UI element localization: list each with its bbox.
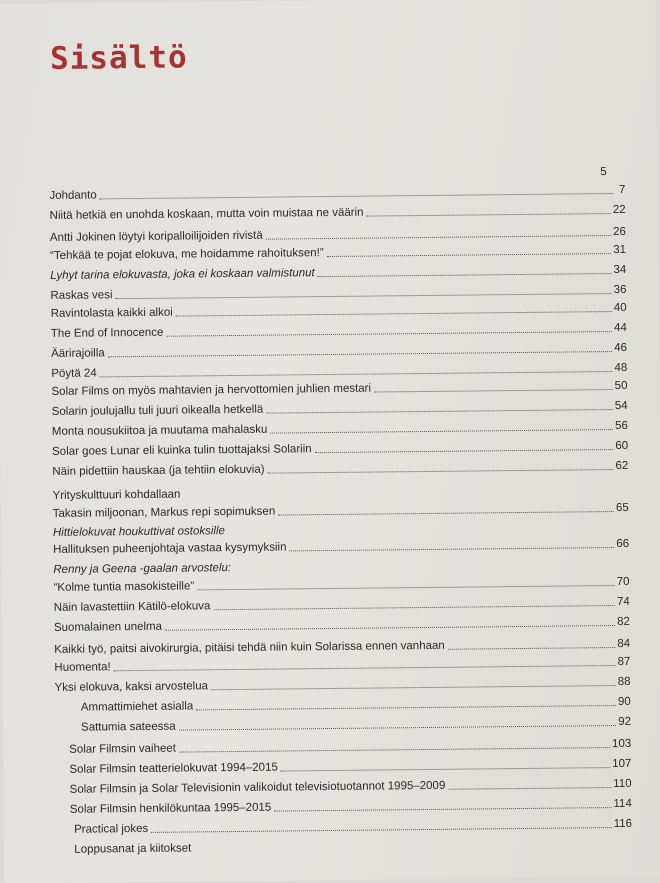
toc-entry-page: 54	[615, 400, 628, 413]
toc-entry-page: 46	[614, 342, 627, 355]
toc-entry-page: 22	[613, 204, 626, 217]
dot-leader	[211, 685, 616, 690]
toc-entry	[50, 261, 626, 283]
toc-entry-title: Niitä hetkiä en unohda koskaan, mutta voin muistaa ne väärin	[50, 207, 364, 223]
toc-entry	[54, 673, 630, 695]
toc-entry-page: 34	[613, 264, 626, 277]
toc-entry-page: 90	[618, 696, 631, 709]
toc-entry-page: 66	[616, 538, 629, 551]
toc-entry-page: 84	[617, 638, 630, 651]
dot-leader	[367, 213, 611, 217]
toc-entry-title: Solar goes Lunar eli kuinka tulin tuottajaksi Solariin	[52, 443, 312, 459]
toc-entry	[74, 835, 632, 857]
toc-entry	[49, 181, 625, 203]
toc-entry-title: Lyhyt tarina elokuvasta, joka ei koskaan valmistunut	[50, 267, 315, 283]
dot-leader	[197, 585, 615, 590]
toc-entry	[51, 319, 627, 341]
toc-entry	[70, 795, 632, 817]
dot-leader	[108, 351, 612, 357]
toc-entry-page: 70	[617, 576, 630, 589]
toc-entry-page: 36	[614, 284, 627, 297]
toc-entry	[53, 499, 629, 521]
toc-entry-page: 56	[615, 420, 628, 433]
toc-entry-page: 31	[613, 244, 626, 257]
dot-leader	[114, 665, 616, 671]
toc-entry-title: Ammattimiehet asialla	[81, 700, 194, 714]
toc-entry-page: 107	[612, 758, 631, 771]
dot-leader	[116, 293, 612, 299]
dot-leader	[179, 725, 617, 731]
toc-entry	[54, 653, 630, 675]
toc-entry-title: Näin lavastettiin Kätilö-elokuva	[54, 600, 211, 615]
toc-entry-page: 60	[615, 440, 628, 453]
toc-entry	[81, 713, 631, 735]
dot-leader	[100, 371, 613, 377]
toc-entry-page: 116	[614, 818, 632, 831]
toc-entry-page: 44	[614, 322, 627, 335]
dot-leader	[268, 469, 614, 474]
toc-entry-title: Solar Filmsin teatterielokuvat 1994–2015	[69, 762, 278, 777]
toc-entry	[53, 573, 629, 595]
toc-entry-title: Monta nousukiitoa ja muutama mahalasku	[52, 424, 268, 439]
dot-leader	[448, 787, 611, 790]
dot-leader	[266, 409, 613, 414]
toc-entry-title: Loppusanat ja kiitokset	[74, 842, 191, 856]
toc-entry-title: Renny ja Geena -gaalan arvostelu:	[53, 562, 231, 577]
toc-entry	[51, 339, 627, 361]
toc-entry-title: Takasin miljoonan, Markus repi sopimuksen	[53, 506, 276, 521]
toc-entry	[54, 613, 630, 635]
dot-leader	[196, 705, 616, 710]
toc-entry-title: Solar Filmsin ja Solar Televisionin valikoidut televisiotuotannot 1995–2009	[70, 780, 446, 797]
toc-entry	[52, 397, 628, 419]
toc-entry-page: 82	[617, 616, 630, 629]
toc-entry-page: 74	[617, 596, 630, 609]
toc-entry-title: Kaikki työ, paitsi aivokirurgia, pitäisi tehdä niin kuin Solarissa ennen vanhaan	[54, 640, 445, 657]
dot-leader	[327, 253, 612, 257]
toc-entry-title: Johdanto	[49, 189, 96, 202]
toc-entry	[50, 201, 626, 223]
toc-entry-page: 50	[615, 380, 628, 393]
toc-entry-title: Ravintolasta kaikki alkoi	[51, 307, 173, 321]
toc-entry-title: Suomalainen unelma	[54, 621, 162, 635]
toc-entry	[70, 775, 632, 797]
dot-leader	[448, 647, 616, 650]
toc-entry-page: 26	[613, 226, 626, 239]
toc-entry	[50, 241, 626, 263]
dot-leader	[278, 511, 614, 516]
toc-entry-page: 103	[612, 738, 631, 751]
toc-entry	[52, 457, 628, 479]
page-title: Sisältö	[50, 39, 188, 76]
toc-entry-page: 114	[613, 798, 631, 811]
dot-leader	[315, 449, 614, 453]
toc-entry-title: Äärirajoilla	[51, 347, 105, 361]
toc-entry-page: 40	[614, 302, 627, 315]
dot-leader	[281, 767, 610, 771]
toc-entry	[81, 693, 631, 715]
toc-entry-page: 110	[613, 778, 631, 791]
toc-entry-title: Sattumia sateessa	[81, 721, 176, 735]
toc-entry-page: 92	[618, 716, 631, 729]
toc-entry-title: Practical jokes	[74, 823, 148, 837]
toc-entry	[54, 593, 630, 615]
dot-leader	[213, 605, 615, 610]
dot-leader	[100, 193, 614, 199]
toc-entry-title: Yrityskulttuuri kohdallaan	[53, 489, 181, 503]
toc-entry-page: 62	[615, 460, 628, 473]
toc-entry	[51, 377, 627, 399]
toc-entry-page: 65	[616, 502, 629, 515]
dot-leader	[166, 331, 612, 337]
dot-leader	[151, 827, 612, 833]
dot-leader	[179, 747, 610, 753]
preface-page-number: 5	[600, 166, 607, 178]
toc-entry	[52, 437, 628, 459]
toc-entry-title: Solar Filmsin vaiheet	[69, 743, 176, 757]
dot-leader	[165, 625, 615, 631]
dot-leader	[374, 389, 613, 392]
toc-entry-page: 88	[618, 676, 631, 689]
toc-entry-title: Solar Filmsin henkilökuntaa 1995–2015	[70, 802, 272, 817]
dot-leader	[266, 235, 611, 240]
toc-entry	[69, 755, 631, 777]
toc-entry-title: Hittielokuvat houkuttivat ostoksille	[53, 525, 225, 540]
toc-entry	[52, 417, 628, 439]
toc-entry-page: 87	[617, 656, 630, 669]
toc-entry-title: Antti Jokinen löytyi koripalloilijoiden rivistä	[50, 230, 263, 245]
toc-entry	[74, 815, 632, 837]
toc-entry-title: “Tehkää te pojat elokuva, me hoidamme rahoituksen!”	[50, 247, 324, 263]
dot-leader	[318, 273, 612, 277]
toc-entry	[69, 735, 631, 757]
toc-entry-title: Pöytä 24	[51, 367, 97, 380]
toc-entry	[51, 299, 627, 321]
dot-leader	[289, 547, 614, 551]
toc-entry-title: Näin pidettiin hauskaa (ja tehtiin elokuvia)	[52, 464, 264, 479]
toc-entry-title: Solar Films on myös mahtavien ja hervottomien juhlien mestari	[51, 383, 371, 399]
dot-leader	[270, 429, 613, 434]
toc-entry-title: Solarin joulujallu tuli juuri oikealla hetkellä	[52, 404, 264, 419]
toc-entry-title: Raskas vesi	[50, 289, 112, 303]
toc-entry-page: 7	[615, 184, 625, 197]
toc-entry-title: Huomenta!	[54, 661, 110, 675]
dot-leader	[176, 311, 612, 317]
dot-leader	[274, 807, 611, 812]
toc-entry-title: “Kolme tuntia masokisteille”	[53, 580, 194, 594]
toc-entry-page: 48	[614, 362, 627, 375]
toc-entry-title: Yksi elokuva, kaksi arvostelua	[55, 680, 209, 695]
toc-entry-title: The End of Innocence	[51, 327, 164, 341]
toc-entry-title: Hallituksen puheenjohtaja vastaa kysymyksiin	[53, 541, 286, 556]
